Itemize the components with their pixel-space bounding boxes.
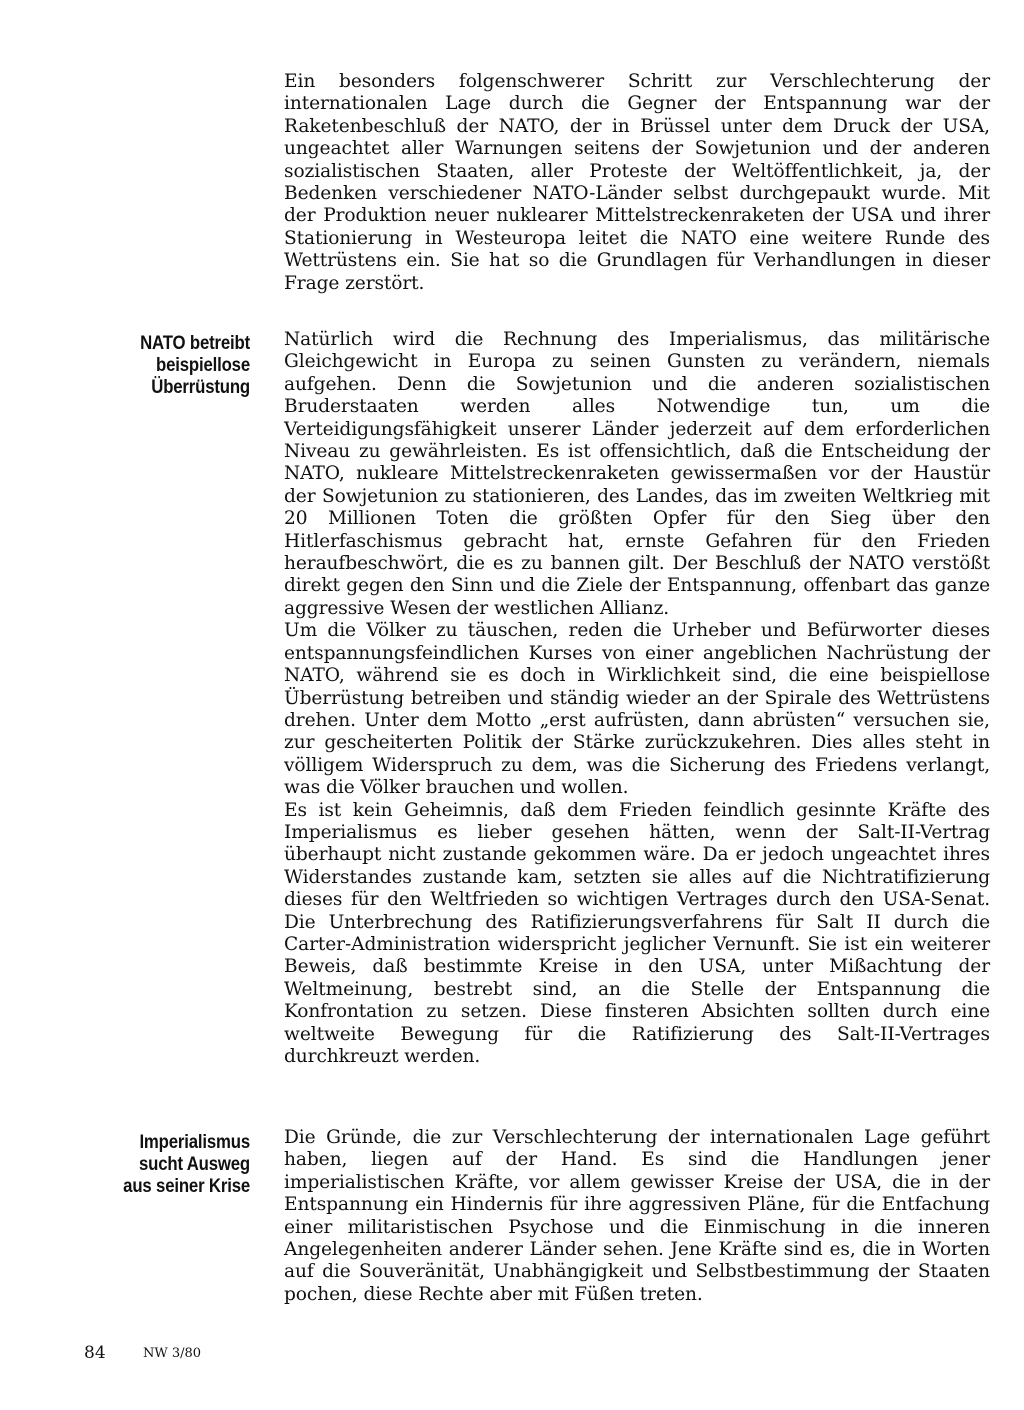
marginal-note-line: sucht Ausweg xyxy=(138,1153,250,1175)
paragraph-military-balance: Natürlich wird die Rechnung des Imperialismus, das militärische Gleichgewicht in Europa zu seinen Gunsten zu verändern, niemals aufgehen. Denn die Sowjetunion und die anderen sozialistischen Bruderstaaten werden alles Notwendige tun, um die Verteidigungsfähigkeit unserer Länder jederzeit auf dem erforderlichen Niveau zu gewährleisten. Es ist offensichtlich, daß die Entscheidung der NATO, nukleare Mittelstreckenraketen gewissermaßen vor der Haustür der Sowjetunion zu stationieren, des Landes, das im zweiten Weltkrieg mit 20 Millionen Toten die größten Opfer für den Sieg über den Hitlerfaschismus gebracht hat, ernste Gefahren für den Frieden heraufbeschwört, die es zu bannen gilt. Der Beschluß der NATO verstößt direkt gegen den Sinn und die Ziele der Entspannung, offenbart das ganze aggressive Wesen der westlichen Allianz. xyxy=(284,329,990,619)
marginal-note-imperialism-crisis xyxy=(95,1131,250,1197)
paragraph-deceiving-peoples: Um die Völker zu täuschen, reden die Urheber und Befürworter dieses entspannungsfeindlichen Kurses von einer angeblichen Nachrüstung der NATO, während sie es doch in Wirklichkeit sind, die eine beispiellose Überrüstung betreiben und ständig wieder an der Spirale des Wettrüstens drehen. Unter dem Motto „erst aufrüsten, dann abrüsten“ versuchen sie, zur gescheiterten Politik der Stärke zurückzukehren. Dies alles steht in völligem Widerspruch zu dem, was die Sicherung des Friedens verlangt, was die Völker brauchen und wollen. xyxy=(284,620,990,799)
section-nato-overarmament xyxy=(284,329,990,1068)
marginal-note-line: beispiellose xyxy=(156,354,250,376)
marginal-note-line: NATO betreibt xyxy=(140,332,250,354)
marginal-note-line: Imperialismus xyxy=(139,1131,250,1153)
paragraph-nato-missile-decision xyxy=(284,71,990,295)
marginal-note-line: Überrüstung xyxy=(151,376,250,398)
paragraph-salt-ii: Es ist kein Geheimnis, daß dem Frieden feindlich gesinnte Kräfte des Imperialismus es lieber gesehen hätten, wenn der Salt-II-Vertrag überhaupt nicht zustande gekommen wäre. Da er jedoch ungeachtet ihres Widerstandes zustande kam, setzten sie alles auf die Nichtratifizierung dieses für den Weltfrieden so wichtigen Vertrages durch den USA-Senat. Die Unterbrechung des Ratifizierungsverfahrens für Salt II durch die Carter-Administration widerspricht jeglicher Vernunft. Sie ist ein weiterer Beweis, daß bestimmte Kreise in den USA, unter Mißachtung der Weltmeinung, bestrebt sind, an die Stelle der Entspannung die Konfrontation zu setzen. Diese finsteren Absichten sollten durch eine weltweite Bewegung für die Ratifizierung des Salt-II-Vertrages durchkreuzt werden. xyxy=(284,799,990,1067)
page-number: 84 xyxy=(84,1343,106,1363)
paragraph-text: Ein besonders folgenschwerer Schritt zur Verschlechterung der internationalen Lage durch die Gegner der Entspannung war der Raketenbeschluß der NATO, der in Brüssel unter dem Druck der USA, ungeachtet aller Warnungen seitens der Sowjetunion und der anderen sozialistischen Staaten, aller Proteste der Weltöffentlichkeit, ja, der Bedenken verschiedener NATO-Länder selbst durchgepaukt wurde. Mit der Produktion neuer nuklearer Mittelstreckenraketen der USA und ihrer Stationierung in Westeuropa leitet die NATO eine weitere Runde des Wettrüstens ein. Sie hat so die Grundlagen für Verhandlungen in dieser Frage zerstört. xyxy=(284,71,990,294)
issue-label: NW 3/80 xyxy=(143,1346,202,1361)
marginal-note-line: aus seiner Krise xyxy=(123,1175,250,1197)
paragraph-text: Die Gründe, die zur Verschlechterung der internationalen Lage geführt haben, liegen auf der Hand. Es sind die Handlungen jener imperialistischen Kräfte, vor allem gewisser Kreise der USA, die in der Entspannung ein Hindernis für ihre aggressiven Pläne, für die Entfachung einer militaristischen Psychose und die Einmischung in die inneren Angelegenheiten anderer Länder sehen. Jene Kräfte sind es, die in Worten auf die Souveränität, Unabhängigkeit und Selbstbestimmung der Staaten pochen, diese Rechte aber mit Füßen treten. xyxy=(284,1127,990,1305)
marginal-note-nato-overarmament xyxy=(95,332,250,398)
paragraph-reasons-deterioration xyxy=(284,1127,990,1306)
